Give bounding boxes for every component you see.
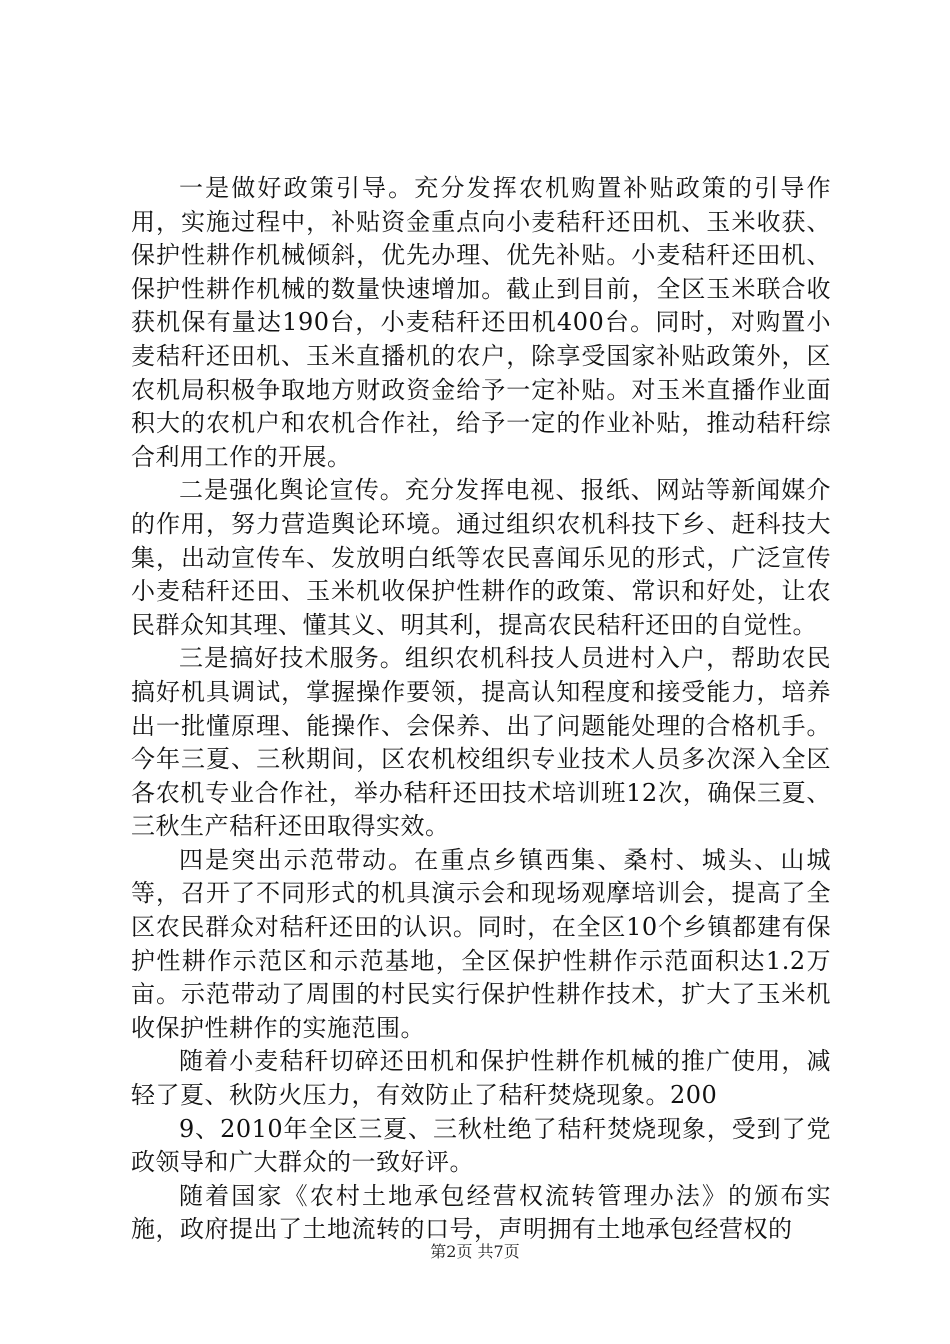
paragraph-policy-guidance: 一是做好政策引导。充分发挥农机购置补贴政策的引导作用，实施过程中，补贴资金重点向小麦秸秆还田机、玉米收获、保护性耕作机械倾斜，优先办理、优先补贴。小麦秸秆还田机、保护性耕作机械的数量快速增加。截止到目前，全区玉米联合收获机保有量达190台，小麦秸秆还田机400台。同时，对购置小麦秸秆还田机、玉米直播机的农户，除享受国家补贴政策外，区农机局积极争取地方财政资金给予一定补贴。对玉米直播作业面积大的农机户和农机合作社，给予一定的作业补贴，推动秸秆综合利用工作的开展。 bbox=[131, 174, 831, 471]
paragraph-fire-prevention: 随着小麦秸秆切碎还田机和保护性耕作机械的推广使用，减轻了夏、秋防火压力，有效防止了秸秆焚烧现象。200 bbox=[131, 1047, 831, 1110]
paragraph-year-result: 9、2010年全区三夏、三秋杜绝了秸秆焚烧现象，受到了党政领导和广大群众的一致好评。 bbox=[131, 1114, 831, 1177]
paragraph-publicity: 二是强化舆论宣传。充分发挥电视、报纸、网站等新闻媒介的作用，努力营造舆论环境。通过组织农机科技下乡、赶科技大集，出动宣传车、发放明白纸等农民喜闻乐见的形式，广泛宣传小麦秸秆还田、玉米机收保护性耕作的政策、常识和好处，让农民群众知其理、懂其义、明其利，提高农民秸秆还田的自觉性。 bbox=[131, 476, 831, 639]
paragraph-technical-service: 三是搞好技术服务。组织农机科技人员进村入户，帮助农民搞好机具调试，掌握操作要领，提高认知程度和接受能力，培养出一批懂原理、能操作、会保养、出了问题能处理的合格机手。今年三夏、三秋期间，区农机校组织专业技术人员多次深入全区各农机专业合作社，举办秸秆还田技术培训班12次，确保三夏、三秋生产秸秆还田取得实效。 bbox=[131, 644, 831, 841]
page-number-footer: 第2页 共7页 bbox=[430, 1242, 520, 1261]
paragraph-land-transfer: 随着国家《农村土地承包经营权流转管理办法》的颁布实施，政府提出了土地流转的口号，声明拥有土地承包经营权的 bbox=[131, 1181, 831, 1244]
document-body bbox=[131, 172, 831, 1247]
paragraph-demonstration: 四是突出示范带动。在重点乡镇西集、桑村、城头、山城等，召开了不同形式的机具演示会和现场观摩培训会，提高了全区农民群众对秸秆还田的认识。同时，在全区10个乡镇都建有保护性耕作示范区和示范基地，全区保护性耕作示范面积达1.2万亩。示范带动了周围的村民实行保护性耕作技术，扩大了玉米机收保护性耕作的实施范围。 bbox=[131, 845, 831, 1042]
